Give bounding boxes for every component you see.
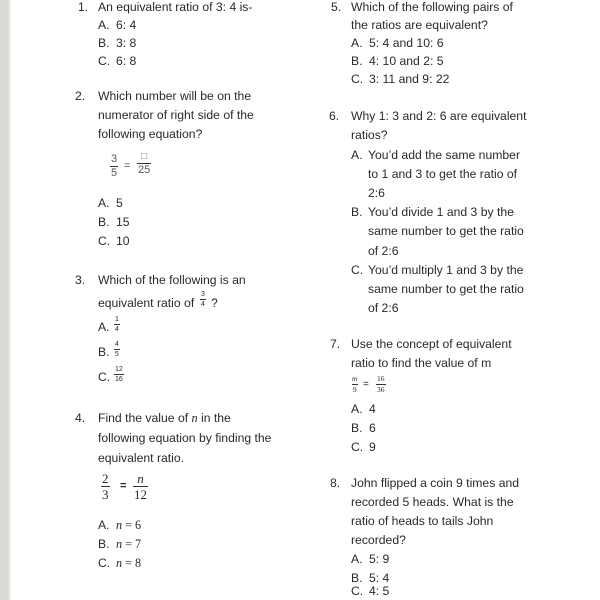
question-text: recorded?: [351, 533, 406, 547]
question-number: 6.: [329, 109, 340, 123]
text-part: Find the value of: [98, 411, 192, 425]
option-text[interactable]: 5: 4 and 10: 6: [369, 36, 444, 50]
option-text[interactable]: 2:6: [368, 186, 385, 200]
option-label[interactable]: A.: [98, 18, 110, 32]
denominator: 5: [115, 351, 119, 358]
option-text[interactable]: You’d divide 1 and 3 by the: [368, 205, 514, 219]
option-text[interactable]: 3: 11 and 9: 22: [369, 72, 450, 86]
option-label[interactable]: A.: [98, 518, 110, 532]
question-text: the ratios are equivalent?: [351, 18, 488, 32]
equation-left-fraction: [351, 375, 358, 393]
question-text: numerator of right side of the: [98, 108, 254, 122]
inline-fraction: [200, 291, 206, 308]
option-text[interactable]: of 2:6: [368, 244, 399, 258]
option-fraction[interactable]: [114, 341, 120, 358]
question-text: following equation?: [98, 127, 203, 141]
numerator: 16: [377, 374, 385, 383]
option-label[interactable]: A.: [351, 36, 363, 50]
numerator: n: [137, 471, 144, 486]
question-number: 4.: [75, 411, 86, 425]
option-text[interactable]: 5: 4: [369, 571, 390, 585]
question-text: following equation by finding the: [98, 431, 272, 445]
equals-sign: =: [363, 379, 369, 390]
question-number: 5.: [331, 0, 342, 14]
option-text[interactable]: 4: [369, 402, 376, 416]
option-text[interactable]: [116, 537, 141, 552]
numerator: 12: [115, 366, 123, 373]
page-edge-shadow: [0, 0, 9, 600]
option-label[interactable]: B.: [351, 54, 363, 68]
option-text[interactable]: to 1 and 3 to get the ratio of: [368, 167, 518, 181]
option-value: = 7: [125, 537, 142, 551]
denominator: 4: [115, 326, 119, 333]
page-edge-highlight: [9, 0, 11, 600]
question-text: recorded 5 heads. What is the: [351, 495, 514, 509]
denominator: 25: [138, 164, 151, 176]
denominator: 4: [201, 301, 205, 308]
variable-n: n: [116, 518, 123, 532]
denominator: 3: [102, 487, 109, 502]
option-text[interactable]: [116, 518, 141, 533]
option-text[interactable]: 3: 8: [116, 36, 137, 50]
denominator: 12: [134, 487, 147, 502]
option-label[interactable]: A.: [351, 552, 363, 566]
question-text: Why 1: 3 and 2: 6 are equivalent: [351, 109, 527, 123]
option-text[interactable]: same number to get the ratio: [368, 282, 524, 296]
option-text[interactable]: 10: [116, 234, 130, 248]
option-label[interactable]: B.: [98, 537, 110, 551]
variable-n: n: [191, 411, 198, 425]
equals-sign: =: [120, 480, 127, 492]
option-fraction[interactable]: [114, 316, 120, 333]
question-text: Which number will be on the: [98, 89, 252, 103]
question-text: John flipped a coin 9 times and: [351, 476, 520, 490]
option-label[interactable]: C.: [98, 234, 111, 248]
option-label[interactable]: C.: [351, 72, 364, 86]
denominator: 5: [111, 167, 118, 179]
option-text[interactable]: [116, 556, 141, 571]
option-text[interactable]: of 2:6: [368, 301, 399, 315]
option-text[interactable]: 5: 9: [369, 552, 390, 566]
question-number: 3.: [75, 273, 86, 287]
option-label[interactable]: C.: [98, 370, 111, 384]
option-text[interactable]: 6: 4: [116, 18, 137, 32]
option-label[interactable]: A.: [351, 402, 363, 416]
numerator: m: [352, 374, 358, 383]
question-number: 2.: [75, 89, 86, 103]
option-value: = 8: [125, 556, 142, 570]
option-label[interactable]: C.: [351, 584, 364, 598]
variable-n: n: [116, 556, 123, 570]
question-text: Use the concept of equivalent: [351, 337, 512, 351]
option-label[interactable]: C.: [98, 556, 111, 570]
option-text[interactable]: 4: 5: [369, 584, 390, 598]
question-text: equivalent ratio.: [98, 451, 185, 465]
option-text[interactable]: 6: 8: [116, 54, 137, 68]
option-text[interactable]: 6: [369, 421, 376, 435]
equation-left-fraction: [110, 154, 118, 179]
question-number: 8.: [330, 476, 341, 490]
option-text[interactable]: 4: 10 and 2: 5: [369, 54, 444, 68]
option-label[interactable]: A.: [98, 196, 110, 210]
option-label[interactable]: B.: [98, 36, 110, 50]
option-label[interactable]: B.: [351, 421, 363, 435]
numerator: 4: [115, 341, 119, 348]
numerator: 1: [115, 316, 119, 323]
numerator: 2: [102, 471, 109, 486]
option-text[interactable]: 9: [369, 440, 376, 454]
option-label[interactable]: B.: [351, 205, 363, 219]
option-label[interactable]: A.: [98, 320, 110, 334]
option-value: = 6: [125, 518, 142, 532]
denominator: 9: [352, 384, 357, 394]
blank-box: □: [141, 151, 148, 162]
denominator: 36: [377, 384, 385, 394]
question-text: An equivalent ratio of 3: 4 is-: [98, 0, 253, 14]
equation-left-fraction: [101, 472, 110, 501]
option-label[interactable]: B.: [98, 215, 110, 229]
equals-sign: =: [124, 160, 131, 172]
numerator: 3: [201, 291, 205, 298]
equation-right-fraction: [133, 472, 148, 501]
option-text[interactable]: 15: [116, 215, 130, 229]
option-text[interactable]: same number to get the ratio: [368, 224, 524, 238]
equation-right-fraction: [137, 152, 151, 176]
option-label[interactable]: B.: [351, 571, 363, 585]
denominator: 16: [115, 376, 123, 383]
numerator: 3: [111, 153, 118, 165]
question-text: ratio of heads to tails John: [351, 514, 494, 528]
question-text: [98, 411, 231, 426]
question-number: 7.: [330, 337, 341, 351]
question-mark: ?: [211, 296, 218, 310]
question-text: equivalent ratio of: [98, 296, 195, 310]
text-part: in the: [197, 411, 231, 425]
question-text: ratios?: [351, 128, 388, 142]
question-text: Which of the following pairs of: [351, 0, 513, 14]
option-label[interactable]: C.: [351, 440, 364, 454]
option-fraction[interactable]: [114, 366, 124, 383]
question-text: ratio to find the value of m: [351, 356, 492, 370]
equation-right-fraction: [376, 375, 386, 393]
variable-n: n: [116, 537, 123, 551]
option-text[interactable]: You’d add the same number: [368, 148, 520, 162]
question-text: Which of the following is an: [98, 273, 246, 287]
option-text[interactable]: You’d multiply 1 and 3 by the: [368, 263, 524, 277]
question-number: 1.: [78, 0, 89, 14]
option-text[interactable]: 5: [116, 196, 123, 210]
option-label[interactable]: C.: [351, 263, 364, 277]
option-label[interactable]: B.: [98, 345, 110, 359]
option-label[interactable]: A.: [351, 148, 363, 162]
option-label[interactable]: C.: [98, 54, 111, 68]
